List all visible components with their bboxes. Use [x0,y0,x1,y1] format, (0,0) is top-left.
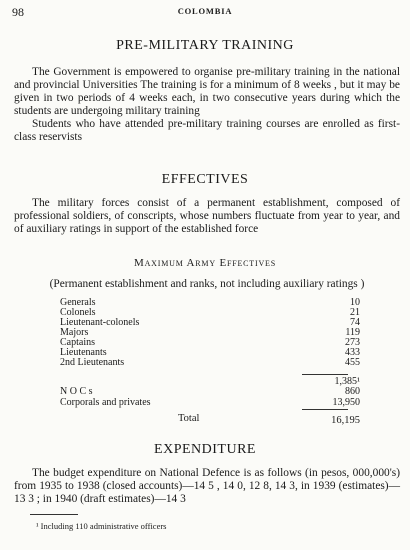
table-row [60,398,360,408]
footnote-rule [30,514,78,515]
row-value: 10 [350,297,360,308]
table-row [60,328,360,338]
row-value: 74 [350,317,360,328]
row-label: Corporals and privates [60,397,151,408]
row-value: 860 [345,386,360,397]
table-row-subtotal [60,377,360,387]
total-value: 16,195 [331,415,360,426]
row-value: 119 [345,327,360,338]
subtotal-rule [302,374,348,375]
running-title: COLOMBIA [177,6,233,16]
row-label: Colonels [60,307,96,318]
row-label: N O C s [60,386,93,397]
row-label: Majors [60,327,89,338]
row-value: 273 [345,337,360,348]
footnote: ¹ Including 110 administrative officers [36,521,167,531]
heading-effectives: EFFECTIVES [161,172,249,187]
table-row [60,387,360,397]
expenditure-text [14,467,400,506]
row-label: Generals [60,297,96,308]
total-label: Total [178,413,200,424]
premilitary-paragraph-1: The Government is empowered to organise pre-military training in the national and provincial Universities The training is for a minimum of 8 weeks , but it may be given in two periods of 4 weeks each, in two consecutive years during which the students are undergoing military training [14,66,400,117]
total-rule [302,409,348,410]
page-number: 98 [12,5,24,19]
row-label: Captains [60,337,95,348]
effectives-paragraph: The military forces consist of a permanent establishment, composed of professional soldiers, of conscripts, whose numbers fluctuate from year to year, and of auxiliary ratings in support of the established force [14,197,400,235]
table-subcaption: (Permanent establishment and ranks, not including auxiliary ratings ) [49,278,365,290]
row-label: Lieutenants [60,347,107,358]
expenditure-paragraph: The budget expenditure on National Defence is as follows (in pesos, 000,000's) from 1935 to 1938 (closed accounts)—14 5 , 14 0, 12 8, 14 3, in 1939 (estimates)—13 3 ; in 1940 (draft estimates)—14 3 [14,467,400,505]
premilitary-text [14,66,400,144]
subtotal-value: 1,385¹ [334,376,360,387]
table-row [60,298,360,308]
table-row [60,318,360,328]
row-value: 455 [345,357,360,368]
row-label: 2nd Lieutenants [60,357,125,368]
row-label: Lieutenant-colonels [60,317,140,328]
table-row [60,358,360,368]
premilitary-paragraph-2: Students who have attended pre-military training courses are enrolled as first-class reservists [14,118,400,143]
heading-expenditure: EXPENDITURE [154,442,256,457]
row-value: 21 [350,307,360,318]
effectives-text [14,197,400,236]
table-caption: Maximum Army Effectives [134,257,276,269]
heading-premilitary: PRE-MILITARY TRAINING [116,38,294,53]
row-value: 13,950 [332,397,360,408]
row-value: 433 [345,347,360,358]
